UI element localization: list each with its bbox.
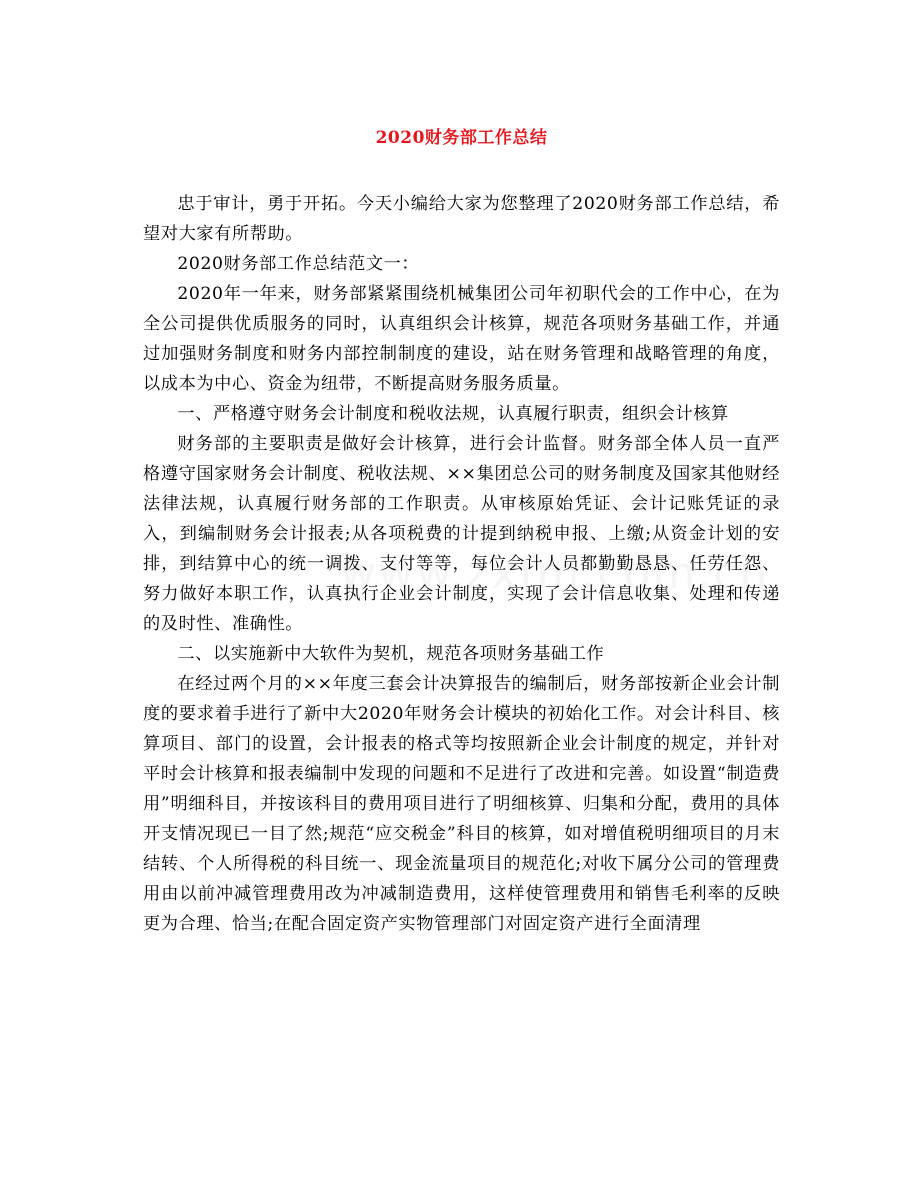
paragraph-section-2: 在经过两个月的××年度三套会计决算报告的编制后，财务部按新企业会计制度的要求着手进行了新中大2020年财务会计模块的初始化工作。对会计科目、核算项目、部门的设置，会计报表的格式等均按照新企业会计制度的规定，并针对平时会计核算和报表编制中发现的问题和不足进行了改进和完善。如设置“制造费用”明细科目，并按该科目的费用项目进行了明细核算、归集和分配，费用的具体开支情况现已一目了然;规范“应交税金”科目的核算，如对增值税明细项目的月末结转、个人所得税的科目统一、现金流量项目的规范化;对收下属分公司的管理费用由以前冲减管理费用改为冲减制造费用，这样使管理费用和销售毛利率的反映更为合理、恰当;在配合固定资产实物管理部门对固定资产进行全面清理 [143,674,780,934]
section-heading-2: 二、以实施新中大软件为契机，规范各项财务基础工作 [177,644,605,664]
document-body [143,189,780,939]
section-heading-1: 一、严格遵守财务会计制度和税收法规，认真履行职责，组织会计核算 [177,404,729,424]
paragraph-overview: 2020年一年来，财务部紧紧围绕机械集团公司年初职代会的工作中心，在为全公司提供优质服务的同时，认真组织会计核算，规范各项财务基础工作，并通过加强财务制度和财务内部控制制度的建设，站在财务管理和战略管理的角度，以成本为中心、资金为纽带，不断提高财务服务质量。 [143,284,780,394]
document-title: 2020财务部工作总结 [375,128,548,148]
paragraph-sample-heading: 2020财务部工作总结范文一： [177,254,420,274]
paragraph-intro: 忠于审计，勇于开拓。今天小编给大家为您整理了2020财务部工作总结，希望对大家有所帮助。 [143,194,780,244]
paragraph-section-1: 财务部的主要职责是做好会计核算，进行会计监督。财务部全体人员一直严格遵守国家财务会计制度、税收法规、××集团总公司的财务制度及国家其他财经法律法规，认真履行财务部的工作职责。从审核原始凭证、会计记账凭证的录入，到编制财务会计报表;从各项税费的计提到纳税申报、上缴;从资金计划的安排，到结算中心的统一调拨、支付等等，每位会计人员都勤勤恳恳、任劳任怨、努力做好本职工作，认真执行企业会计制度，实现了会计信息收集、处理和传递的及时性、准确性。 [143,434,780,634]
